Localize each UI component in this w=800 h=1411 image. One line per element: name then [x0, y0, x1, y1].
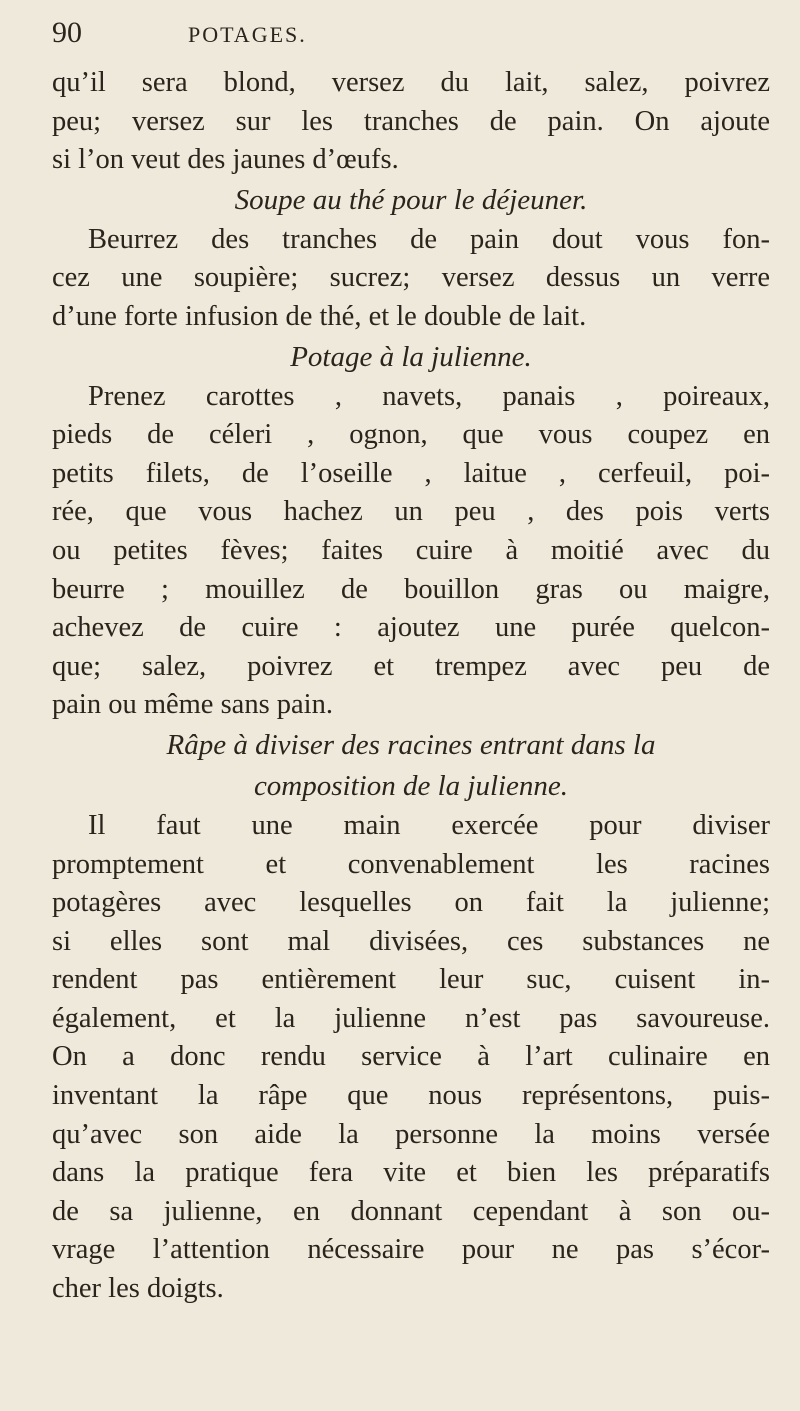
text-line: également, et la julienne n’est pas savoureuse. — [52, 1002, 770, 1034]
text-line: que; salez, poivrez et trempez avec peu de — [52, 650, 770, 682]
intro-paragraph — [52, 64, 770, 180]
text-line: si l’on veut des jaunes d’œufs. — [52, 144, 399, 176]
text-line: dans la pratique fera vite et bien les préparatifs — [52, 1157, 770, 1189]
page-number: 90 — [52, 16, 82, 49]
text-line: de sa julienne, en donnant cependant à son ou- — [52, 1195, 770, 1227]
page-header — [52, 16, 770, 60]
text-line: On a donc rendu service à l’art culinaire en — [52, 1041, 770, 1073]
section-heading-potage-julienne: Potage à la julienne. — [290, 340, 532, 373]
text-line: potagères avec lesquelles on fait la julienne; — [52, 887, 770, 919]
section-heading-soupe-au-the: Soupe au thé pour le déjeuner. — [234, 183, 588, 216]
text-line: inventant la râpe que nous représentons, puis- — [52, 1080, 770, 1112]
text-line: rée, que vous hachez un peu , des pois verts — [52, 496, 770, 528]
text-line: promptement et convenablement les racines — [52, 848, 770, 880]
section-heading-rape-line2: composition de la julienne. — [253, 769, 569, 802]
text-line: petits filets, de l’oseille , laitue , cerfeuil, poi- — [52, 457, 770, 489]
text-line: cez une soupière; sucrez; versez dessus un verre — [52, 262, 770, 294]
text-line: qu’avec son aide la personne la moins versée — [52, 1118, 770, 1150]
text-line: si elles sont mal divisées, ces substances ne — [52, 925, 770, 957]
text-line: pieds de céleri , ognon, que vous coupez en — [52, 419, 770, 451]
paragraph-potage-julienne — [52, 378, 770, 725]
text-line: qu’il sera blond, versez du lait, salez, poivrez — [52, 67, 770, 98]
text-line: peu; versez sur les tranches de pain. On ajoute — [52, 105, 770, 137]
text-line: beurre ; mouillez de bouillon gras ou maigre, — [52, 573, 770, 605]
paragraph-soupe-au-the — [52, 221, 770, 337]
paragraph-rape — [52, 807, 770, 1309]
text-line: rendent pas entièrement leur suc, cuisent in- — [52, 964, 770, 996]
section-heading-rape-line1: Râpe à diviser des racines entrant dans la — [166, 728, 656, 761]
text-line: vrage l’attention nécessaire pour ne pas s’écor- — [52, 1234, 770, 1266]
text-line: Prenez carottes , navets, panais , poireaux, — [88, 380, 770, 412]
text-line: achevez de cuire : ajoutez une purée quelcon- — [52, 612, 770, 644]
running-head: POTAGES. — [188, 22, 307, 47]
text-line: ou petites fèves; faites cuire à moitié avec du — [52, 534, 770, 566]
text-line: Beurrez des tranches de pain dout vous fon- — [88, 223, 770, 255]
text-line: Il faut une main exercée pour diviser — [88, 809, 770, 841]
text-line: pain ou même sans pain. — [52, 689, 333, 721]
text-line: d’une forte infusion de thé, et le double de lait. — [52, 300, 587, 332]
text-line: cher les doigts. — [52, 1273, 224, 1305]
